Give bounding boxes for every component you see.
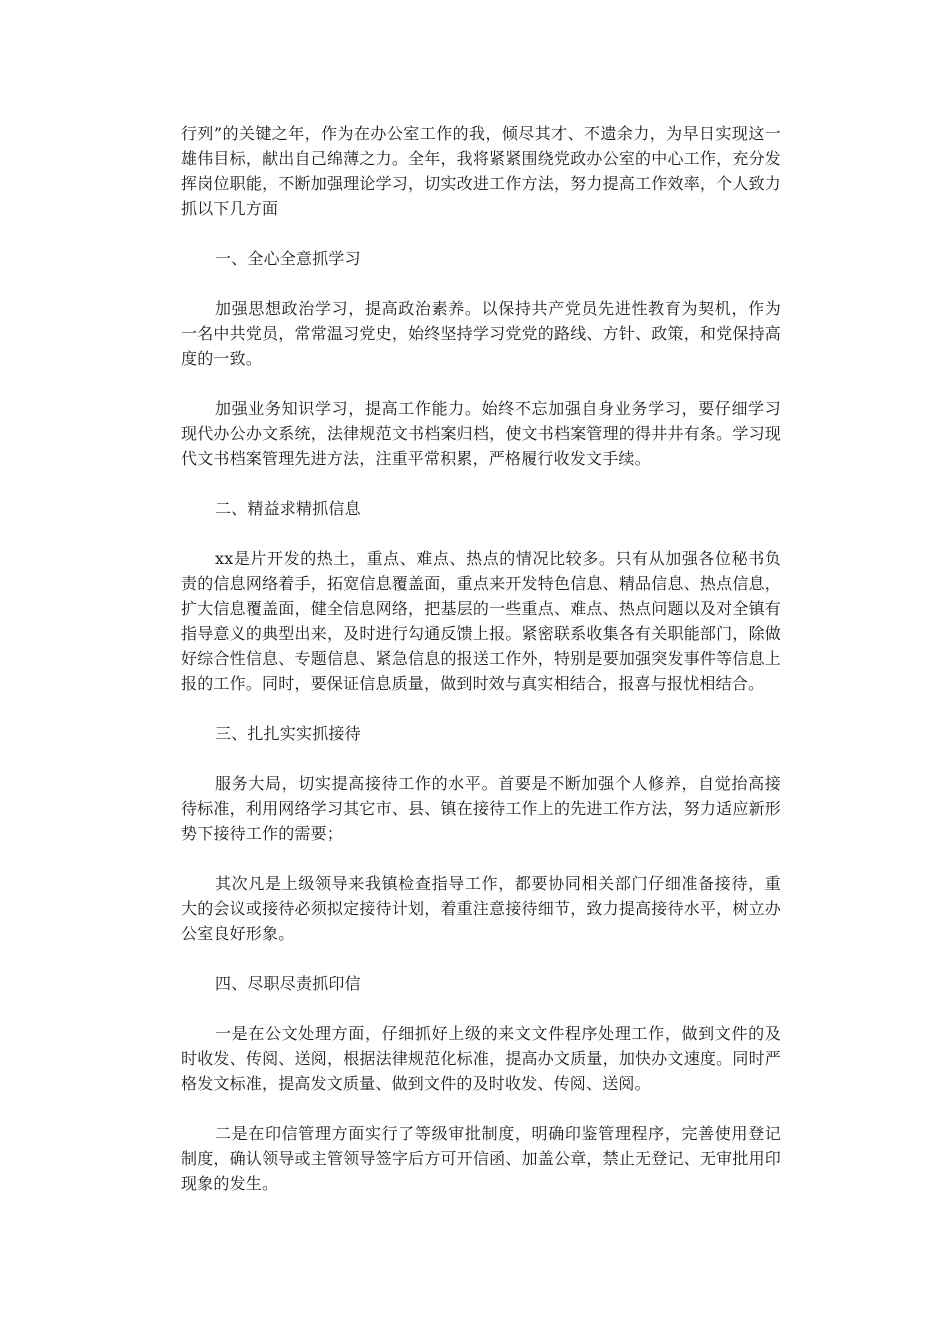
section-heading-reception: 三、扎扎实实抓接待 bbox=[215, 724, 361, 743]
paragraph-reception-service: 服务大局，切实提高接待工作的水平。首要是不断加强个人修养，自觉抬高接待标准，利用网络学习其它市、县、镇在接待工作上的先进工作方法，努力适应新形势下接待工作的需要； bbox=[181, 774, 781, 843]
paragraph-intro: 行列”的关键之年，作为在办公室工作的我，倾尽其才、不遗余力，为早日实现这一雄伟目标，献出自己绵薄之力。全年，我将紧紧围绕党政办公室的中心工作，充分发挥岗位职能，不断加强理论学习，切实改进工作方法，努力提高工作效率，个人致力抓以下几方面 bbox=[181, 124, 781, 218]
paragraph-business-study: 加强业务知识学习，提高工作能力。始终不忘加强自身业务学习，要仔细学习现代办公办文系统，法律规范文书档案归档，使文书档案管理的得井井有条。学习现代文书档案管理先进方法，注重平常积累，严格履行收发文手续。 bbox=[181, 399, 781, 468]
paragraph-reception-inspection: 其次凡是上级领导来我镇检查指导工作，都要协同相关部门仔细准备接待，重大的会议或接待必须拟定接待计划，着重注意接待细节，致力提高接待水平，树立办公室良好形象。 bbox=[181, 874, 781, 943]
paragraph-information: xx是片开发的热土，重点、难点、热点的情况比较多。只有从加强各位秘书负责的信息网络着手，拓宽信息覆盖面，重点来开发特色信息、精品信息、热点信息，扩大信息覆盖面，健全信息网络，把基层的一些重点、难点、热点问题以及对全镇有指导意义的典型出来，及时进行勾通反馈上报。紧密联系收集各有关职能部门，除做好综合性信息、专题信息、紧急信息的报送工作外，特别是要加强突发事件等信息上报的工作。同时，要保证信息质量，做到时效与真实相结合，报喜与报忧相结合。 bbox=[181, 549, 781, 693]
paragraph-political-study: 加强思想政治学习，提高政治素养。以保持共产党员先进性教育为契机，作为一名中共党员，常常温习党史，始终坚持学习党党的路线、方针、政策，和党保持高度的一致。 bbox=[181, 299, 781, 368]
section-heading-seals: 四、尽职尽责抓印信 bbox=[215, 974, 361, 993]
section-heading-information: 二、精益求精抓信息 bbox=[215, 499, 361, 518]
paragraph-document-handling: 一是在公文处理方面，仔细抓好上级的来文文件程序处理工作，做到文件的及时收发、传阅、送阅，根据法律规范化标准，提高办文质量，加快办文速度。同时严格发文标准，提高发文质量、做到文件的及时收发、传阅、送阅。 bbox=[181, 1024, 781, 1093]
document-body bbox=[181, 121, 781, 1196]
paragraph-seal-management: 二是在印信管理方面实行了等级审批制度，明确印鉴管理程序，完善使用登记制度，确认领导或主管领导签字后方可开信函、加盖公章，禁止无登记、无审批用印现象的发生。 bbox=[181, 1124, 781, 1193]
section-heading-study: 一、全心全意抓学习 bbox=[215, 249, 361, 268]
